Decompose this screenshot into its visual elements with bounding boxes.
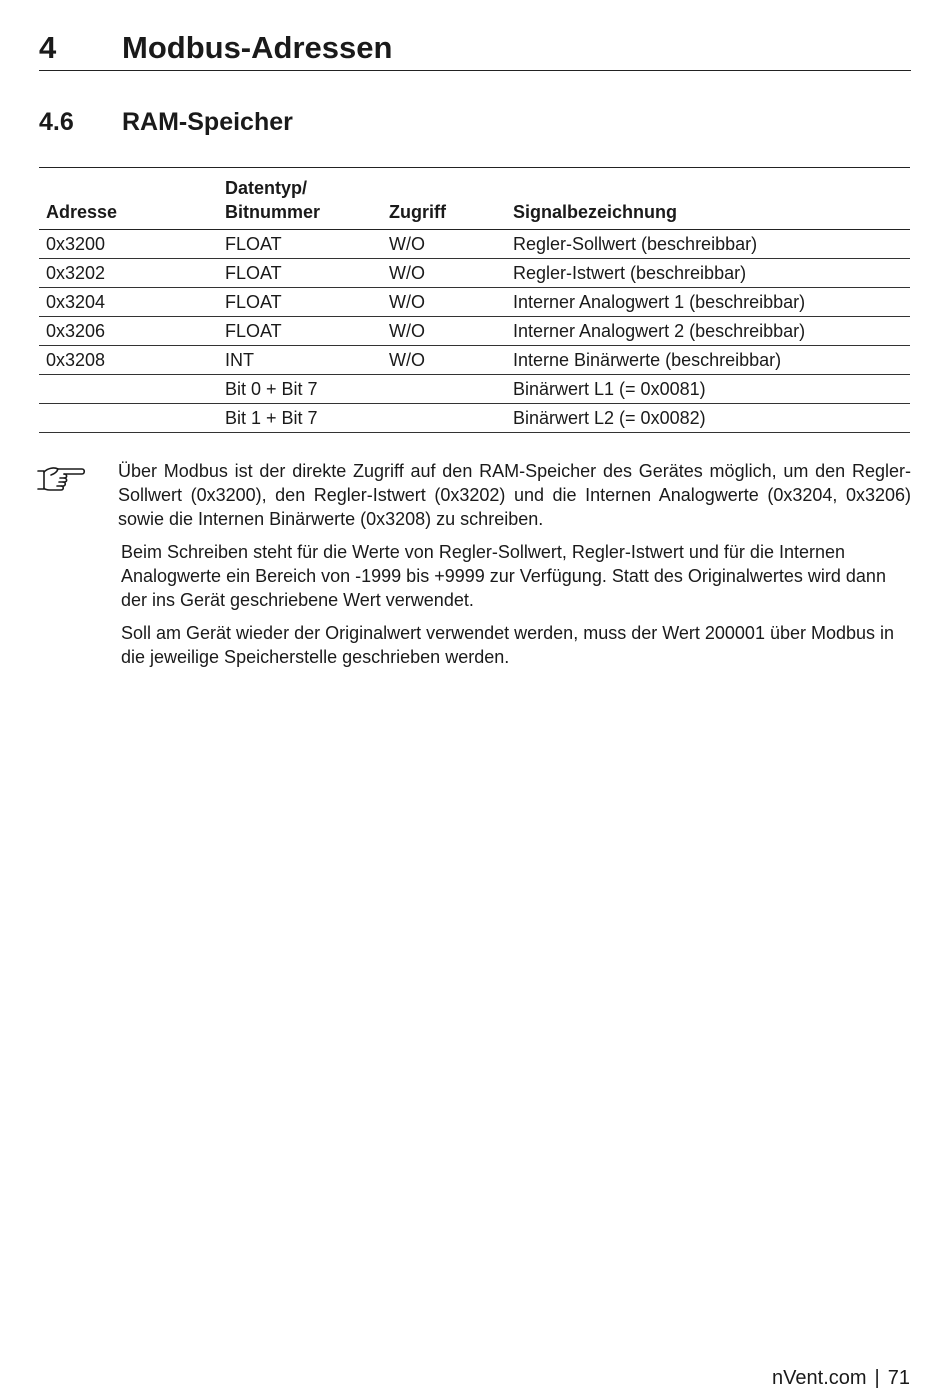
cell-signal: Regler-Istwert (beschreibbar) [513, 259, 910, 288]
chapter-heading [39, 28, 911, 71]
table-row [39, 317, 910, 346]
header-datatype [225, 168, 389, 230]
cell-access: W/O [389, 317, 513, 346]
cell-datatype: FLOAT [225, 259, 389, 288]
cell-access: W/O [389, 288, 513, 317]
cell-address [39, 404, 225, 433]
cell-address: 0x3200 [39, 230, 225, 259]
cell-signal: Interne Binärwerte (beschreibbar) [513, 346, 910, 375]
cell-address [39, 375, 225, 404]
footer-site: nVent.com [772, 1367, 867, 1389]
page-footer [772, 1367, 910, 1390]
table-row [39, 259, 910, 288]
cell-address: 0x3208 [39, 346, 225, 375]
cell-signal: Interner Analogwert 1 (beschreibbar) [513, 288, 910, 317]
cell-address: 0x3204 [39, 288, 225, 317]
cell-datatype: INT [225, 346, 389, 375]
cell-datatype: Bit 1 + Bit 7 [225, 404, 389, 433]
cell-datatype: FLOAT [225, 288, 389, 317]
cell-address: 0x3202 [39, 259, 225, 288]
table-row [39, 375, 910, 404]
header-signal: Signalbezeichnung [513, 168, 910, 230]
chapter-title: Modbus-Adressen [122, 30, 393, 65]
section-number: 4.6 [39, 108, 74, 136]
pointing-hand-icon [36, 462, 86, 496]
cell-datatype: Bit 0 + Bit 7 [225, 375, 389, 404]
table-row [39, 230, 910, 259]
note-paragraph-3: Soll am Gerät wieder der Originalwert verwendet werden, muss der Wert 200001 über Modbus in die jeweilige Speicherstelle geschrieben werden. [121, 623, 895, 667]
table-row [39, 288, 910, 317]
cell-signal: Regler-Sollwert (beschreibbar) [513, 230, 910, 259]
register-table [39, 167, 910, 433]
header-datatype-line2: Bitnummer [225, 202, 321, 222]
cell-access: W/O [389, 230, 513, 259]
page-number: 71 [887, 1367, 910, 1389]
cell-access [389, 375, 513, 404]
cell-address: 0x3206 [39, 317, 225, 346]
table-row [39, 346, 910, 375]
chapter-number: 4 [39, 30, 57, 65]
section-title: RAM-Speicher [122, 108, 293, 136]
footer-separator: | [874, 1367, 880, 1389]
cell-signal: Binärwert L1 (= 0x0081) [513, 375, 910, 404]
header-address: Adresse [39, 168, 225, 230]
cell-access [389, 404, 513, 433]
table-header-row [39, 168, 910, 230]
note-paragraph-2: Beim Schreiben steht für die Werte von Regler-Sollwert, Regler-Istwert und für die Internen Analogwerte ein Bereich von -1999 bis +9999 zur Verfügung. Statt des Originalwertes wird dann der ins Gerät geschriebene Wert verwendet. [121, 542, 886, 610]
table-row [39, 404, 910, 433]
cell-signal: Interner Analogwert 2 (beschreibbar) [513, 317, 910, 346]
header-access: Zugriff [389, 168, 513, 230]
header-datatype-line1: Datentyp/ [225, 178, 308, 198]
cell-access: W/O [389, 346, 513, 375]
cell-signal: Binärwert L2 (= 0x0082) [513, 404, 910, 433]
note-paragraph-1: Über Modbus ist der direkte Zugriff auf den RAM-Speicher des Gerätes möglich, um den Regler-Sollwert (0x3200), den Regler-Istwert (0x3202) und die Internen Analogwerte (0x3204, 0x3206) sowie die Internen Binärwerte (0x3208) zu schreiben. [118, 461, 911, 529]
cell-access: W/O [389, 259, 513, 288]
cell-datatype: FLOAT [225, 317, 389, 346]
cell-datatype: FLOAT [225, 230, 389, 259]
